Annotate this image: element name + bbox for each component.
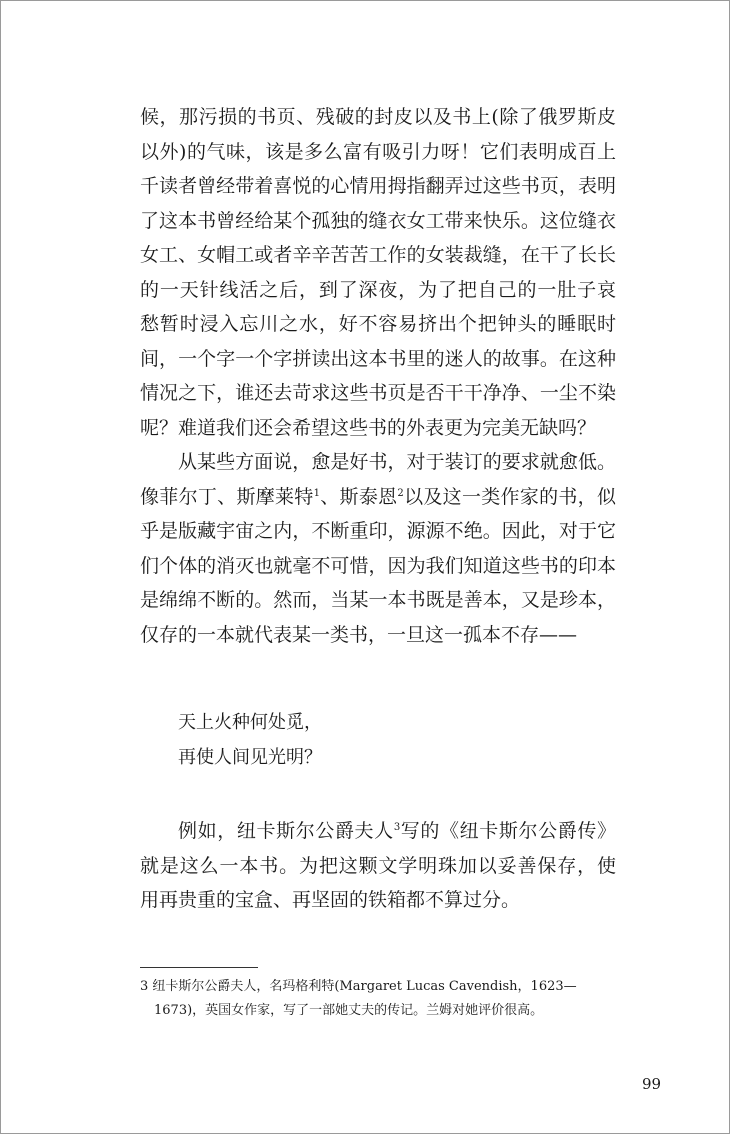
footnote-ref-1: 1 — [313, 487, 320, 499]
text-run: 像菲尔丁、斯摩莱特 — [140, 485, 314, 508]
text-run: 以及这一类作家的书，似 — [403, 485, 616, 508]
text-line: 女工、女帽工或者辛辛苦苦工作的女装裁缝，在干了长长 — [140, 244, 616, 266]
text-line: 情况之下，谁还去苛求这些书页是否干干净净、一尘不染 — [140, 382, 616, 404]
footnote-divider — [140, 967, 258, 968]
text-line: 的一天针线活之后，到了深夜，为了把自己的一肚子哀 — [140, 278, 616, 301]
text-line: 愁暂时浸入忘川之水，好不容易挤出个把钟头的睡眠时 — [140, 313, 616, 335]
text-line: 呢？难道我们还会希望这些书的外表更为完美无缺吗？ — [140, 416, 597, 439]
footnote — [140, 975, 618, 1023]
page-number: 99 — [642, 1075, 662, 1093]
paragraph-3-line — [140, 814, 616, 849]
paragraph-1 — [140, 100, 616, 652]
text-run: 、斯泰恩 — [319, 485, 398, 508]
paragraph-2-line — [140, 480, 616, 515]
poem-line: 天上火种何处觅， — [178, 712, 322, 733]
text-line: 了这本书曾经给某个孤独的缝衣女工带来快乐。这位缝衣 — [140, 209, 616, 232]
paragraph-2-line: 仅存的一本就代表某一类书，一旦这一孤本不存—— — [140, 623, 578, 646]
footnote-ref-3: 3 — [393, 822, 401, 833]
footnote-line: 1673)，英国女作家，写了一部她丈夫的传记。兰姆对她评价很高。 — [154, 1003, 544, 1018]
poem-quote — [178, 706, 322, 775]
paragraph-3 — [140, 814, 616, 918]
text-line: 以外)的气味，该是多么富有吸引力呀！它们表明成百上 — [140, 140, 616, 163]
paragraph-3-line: 用再贵重的宝盒、再坚固的铁箱都不算过分。 — [140, 889, 521, 911]
text-run: 例如，纽卡斯尔公爵夫人 — [178, 820, 394, 842]
footnote-ref-2: 2 — [397, 487, 404, 499]
text-line: 候，那污损的书页、残破的封皮以及书上(除了俄罗斯皮 — [140, 106, 616, 128]
paragraph-2-line: 是绵绵不断的。然而，当某一本书既是善本，又是珍本， — [140, 589, 616, 611]
poem-line: 再使人间见光明？ — [178, 746, 322, 768]
paragraph-3-line: 就是这么一本书。为把这颗文学明珠加以妥善保存，使 — [140, 854, 616, 877]
footnote-line: 3 纽卡斯尔公爵夫人，名玛格利特(Margaret Lucas Cavendish，1623— — [140, 979, 577, 994]
paragraph-2-line: 乎是版藏宇宙之内，不断重印，源源不绝。因此，对于它 — [140, 520, 616, 542]
text-line: 千读者曾经带着喜悦的心情用拇指翻弄过这些书页，表明 — [140, 175, 616, 197]
paragraph-2-line: 从某些方面说，愈是好书，对于装订的要求就愈低。 — [178, 451, 616, 473]
text-run: 写的《纽卡斯尔公爵传》 — [400, 820, 616, 842]
paragraph-2-line: 们个体的消灭也就毫不可惜，因为我们知道这些书的印本 — [140, 554, 616, 577]
text-line: 间，一个字一个字拼读出这本书里的迷人的故事。在这种 — [140, 347, 616, 370]
